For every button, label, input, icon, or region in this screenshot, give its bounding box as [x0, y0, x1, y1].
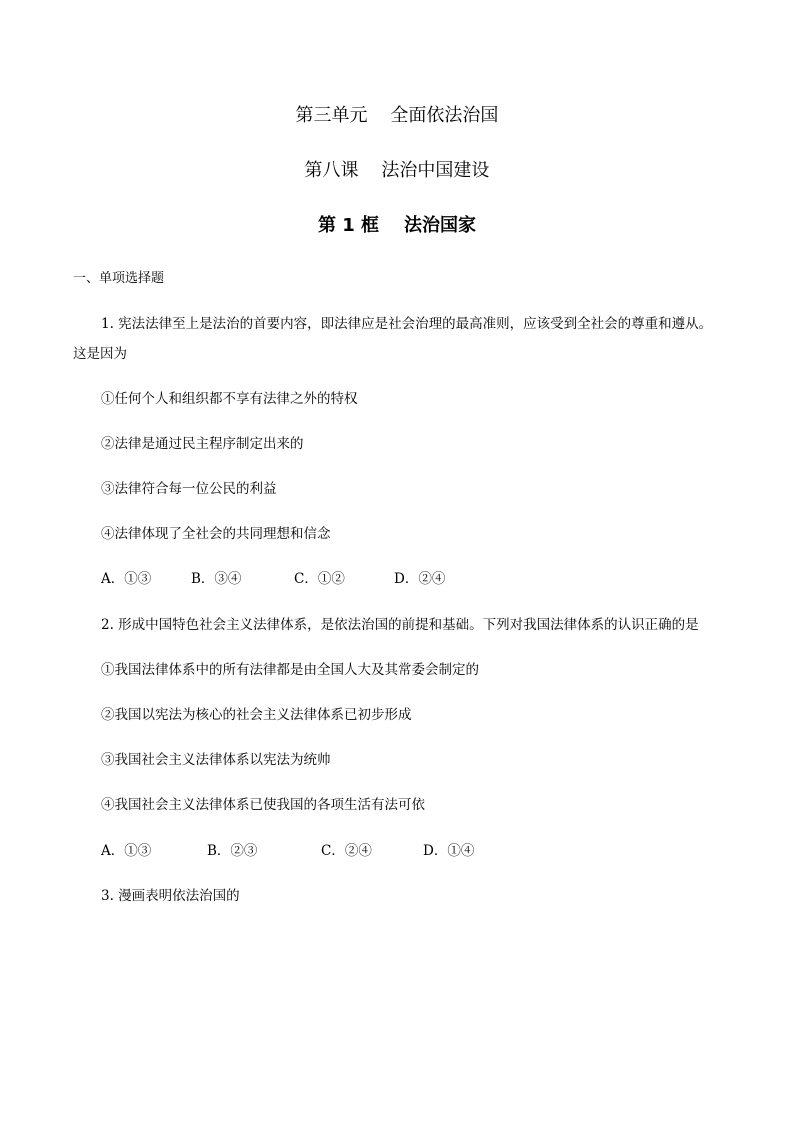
question-1-stem: 1. 宪法法律至上是法治的首要内容，即法律应是社会治理的最高准则，应该受到全社会的尊重和遵从。 [101, 316, 713, 332]
option-d: D．②④ [394, 571, 446, 587]
question-2-statement-3: ③我国社会主义法律体系以宪法为统帅 [101, 752, 331, 768]
option-a: A．①③ [101, 571, 152, 587]
question-1-statement-4: ④法律体现了全社会的共同理想和信念 [101, 526, 331, 542]
option-b: B．③④ [191, 571, 242, 587]
question-1-statement-2: ②法律是通过民主程序制定出来的 [101, 436, 304, 452]
option-c: C．①② [294, 571, 345, 587]
section-heading: 一、单项选择题 [73, 271, 165, 286]
question-1-statement-3: ③法律符合每一位公民的利益 [101, 481, 277, 497]
option-c: C．②④ [321, 843, 372, 859]
lesson-title: 第八课 法治中国建设 [304, 160, 490, 181]
question-1-statement-1: ①任何个人和组织都不享有法律之外的特权 [101, 391, 358, 407]
question-2-statement-4: ④我国社会主义法律体系已使我国的各项生活有法可依 [101, 797, 425, 813]
option-b: B．②③ [207, 843, 258, 859]
frame-title: 第 1 框 法治国家 [317, 215, 477, 236]
option-a: A．①③ [101, 843, 152, 859]
question-2-statement-2: ②我国以宪法为核心的社会主义法律体系已初步形成 [101, 707, 412, 723]
question-1-stem-continued: 这是因为 [73, 346, 127, 362]
option-d: D．①④ [423, 843, 475, 859]
question-3-stem: 3. 漫画表明依法治国的 [101, 888, 240, 904]
unit-title: 第三单元 全面依法治国 [295, 105, 499, 126]
question-2-stem: 2. 形成中国特色社会主义法律体系，是依法治国的前提和基础。下列对我国法律体系的认识正确的是 [101, 617, 699, 633]
question-2-statement-1: ①我国法律体系中的所有法律都是由全国人大及其常委会制定的 [101, 662, 479, 678]
